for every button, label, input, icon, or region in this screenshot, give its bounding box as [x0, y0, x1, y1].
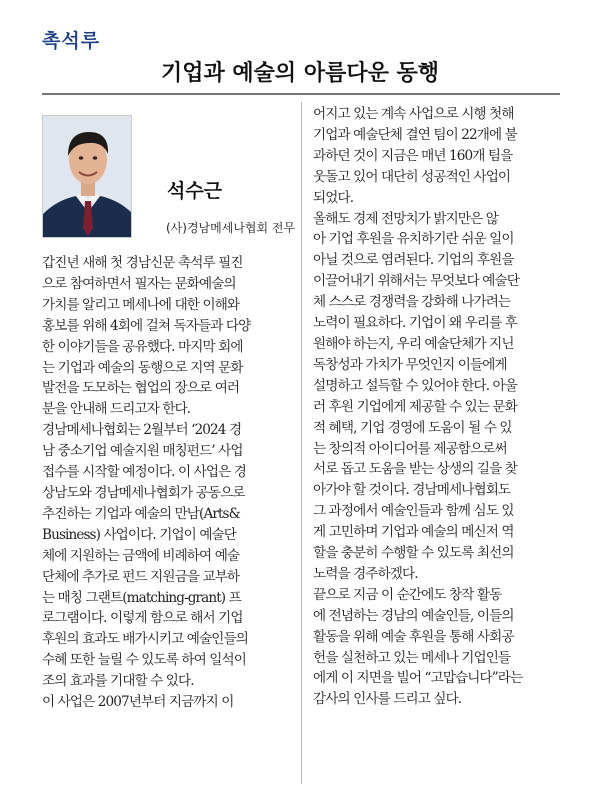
article-line: 갑진년 새해 첫 경남신문 촉석루 필진 [42, 255, 243, 271]
column-divider [301, 102, 302, 784]
article-line: 추진하는 기업과 예술의 만남(Arts& [42, 505, 240, 522]
article-line: 조의 효과를 기대할 수 있다. [42, 673, 194, 690]
article-line: 어지고 있는 계속 사업으로 시행 첫해 [313, 106, 514, 122]
article-line: 활동을 위해 예술 후원을 통해 사회공 [313, 628, 514, 645]
article-line: 독창성과 가치가 무엇인지 이들에게 [313, 356, 507, 373]
article-line: 기업과 예술단체 결연 팀이 22개에 불 [313, 126, 517, 143]
article-line: 끝으로 지금 이 순간에도 창작 활동 [313, 586, 502, 603]
article-line: 남 중소기업 예술지원 매칭펀드’ 사업 [42, 443, 243, 460]
section-label: 촉석루 [42, 30, 101, 52]
article-line: Business) 사업이다. 기업이 예술단 [42, 526, 237, 543]
author-portrait-image [43, 116, 132, 238]
article-line: 올해도 경제 전망치가 밝지만은 않 [313, 210, 498, 227]
article-line: 노력을 경주하겠다. [313, 565, 418, 582]
article-line: 수혜 또한 늘릴 수 있도록 하여 일석이 [42, 652, 246, 669]
article-line: 이 사업은 2007년부터 지금까지 이 [42, 694, 234, 711]
article-line: 서로 돕고 도움을 받는 상생의 길을 찾 [313, 461, 517, 478]
article-line: 노력이 필요하다. 기업이 왜 우리를 후 [313, 315, 517, 332]
article-left-column [42, 253, 289, 713]
article-line: 체 스스로 경쟁력을 강화해 나가려는 [313, 294, 511, 311]
article-line: 로그램이다. 이렇게 함으로 해서 기업 [42, 610, 243, 627]
article-line: 아가야 할 것이다. 경남메세나협회도 [313, 482, 511, 499]
article-line: 할을 충분히 수행할 수 있도록 최선의 [313, 545, 514, 562]
article-line: 접수를 시작할 예정이다. 이 사업은 경 [42, 464, 246, 481]
article-line: 되었다. [313, 189, 354, 206]
article-line: 게 고민하며 기업과 예술의 메신저 역 [313, 524, 514, 541]
article-line: 으로 참여하면서 필자는 문화예술의 [42, 275, 236, 292]
article-line: 헌을 실천하고 있는 메세나 기업인들 [313, 649, 511, 666]
article-line: 는 기업과 예술의 동행으로 지역 문화 [42, 359, 243, 376]
article-line: 홍보를 위해 4회에 걸쳐 독자들과 다양 [42, 317, 251, 334]
headline: 기업과 예술의 아름다운 동행 [160, 60, 439, 86]
article-line: 에게 이 지면을 빌어 “고맙습니다”라는 [313, 670, 523, 687]
article-line: 후원의 효과도 배가시키고 예술인들의 [42, 631, 248, 648]
article-line: 상남도와 경남메세나협회가 공동으로 [42, 484, 245, 501]
article-line: 러 후원 기업에게 제공할 수 있는 문화 [313, 398, 517, 415]
article-line: 가치를 알리고 메세나에 대한 이해와 [42, 296, 240, 313]
article-line: 에 전념하는 경남의 예술인들, 이들의 [313, 607, 514, 624]
article-line: 아 기업 후원을 유치하기란 쉬운 일이 [313, 231, 514, 248]
article-line: 적 혜택, 기업 경영에 도움이 될 수 있 [313, 419, 512, 436]
article-line: 이끌어내기 위해서는 무엇보다 예술단 [313, 273, 519, 290]
author-photo [42, 115, 132, 238]
author-affiliation: (사)경남메세나협회 전무 [166, 221, 296, 235]
article-line: 단체에 추가로 펀드 지원금을 교부하 [42, 568, 240, 585]
article-line: 는 매칭 그랜트(matching-grant) 프 [42, 589, 241, 606]
article-line: 분을 안내해 드리고자 한다. [42, 401, 191, 418]
article-line: 그 과정에서 예술인들과 함께 심도 있 [313, 503, 514, 520]
article-right-column [313, 104, 560, 710]
article-line: 설명하고 설득할 수 있어야 한다. 아울 [313, 377, 517, 394]
article-line: 과하던 것이 지금은 매년 160개 팀을 [313, 147, 513, 164]
article-line: 웃돌고 있어 대단히 성공적인 사업이 [313, 168, 511, 185]
article-line: 감사의 인사를 드리고 싶다. [313, 691, 462, 708]
article-line: 경남메세나협회는 2월부터 ‘2024 경 [42, 422, 242, 439]
article-line: 원해야 하는지, 우리 예술단체가 지닌 [313, 335, 514, 352]
article-line: 한 이야기들을 공유했다. 마지막 회에 [42, 338, 243, 355]
author-name: 석수근 [167, 180, 223, 202]
article-line: 발전을 도모하는 협업의 장으로 여러 [42, 380, 240, 397]
article-line: 체에 지원하는 금액에 비례하여 예술 [42, 547, 240, 564]
headline-rule [42, 93, 560, 95]
article-line: 는 창의적 아이디어를 제공함으로써 [313, 440, 507, 457]
article-line: 아닐 것으로 염려된다. 기업의 후원을 [313, 252, 514, 269]
